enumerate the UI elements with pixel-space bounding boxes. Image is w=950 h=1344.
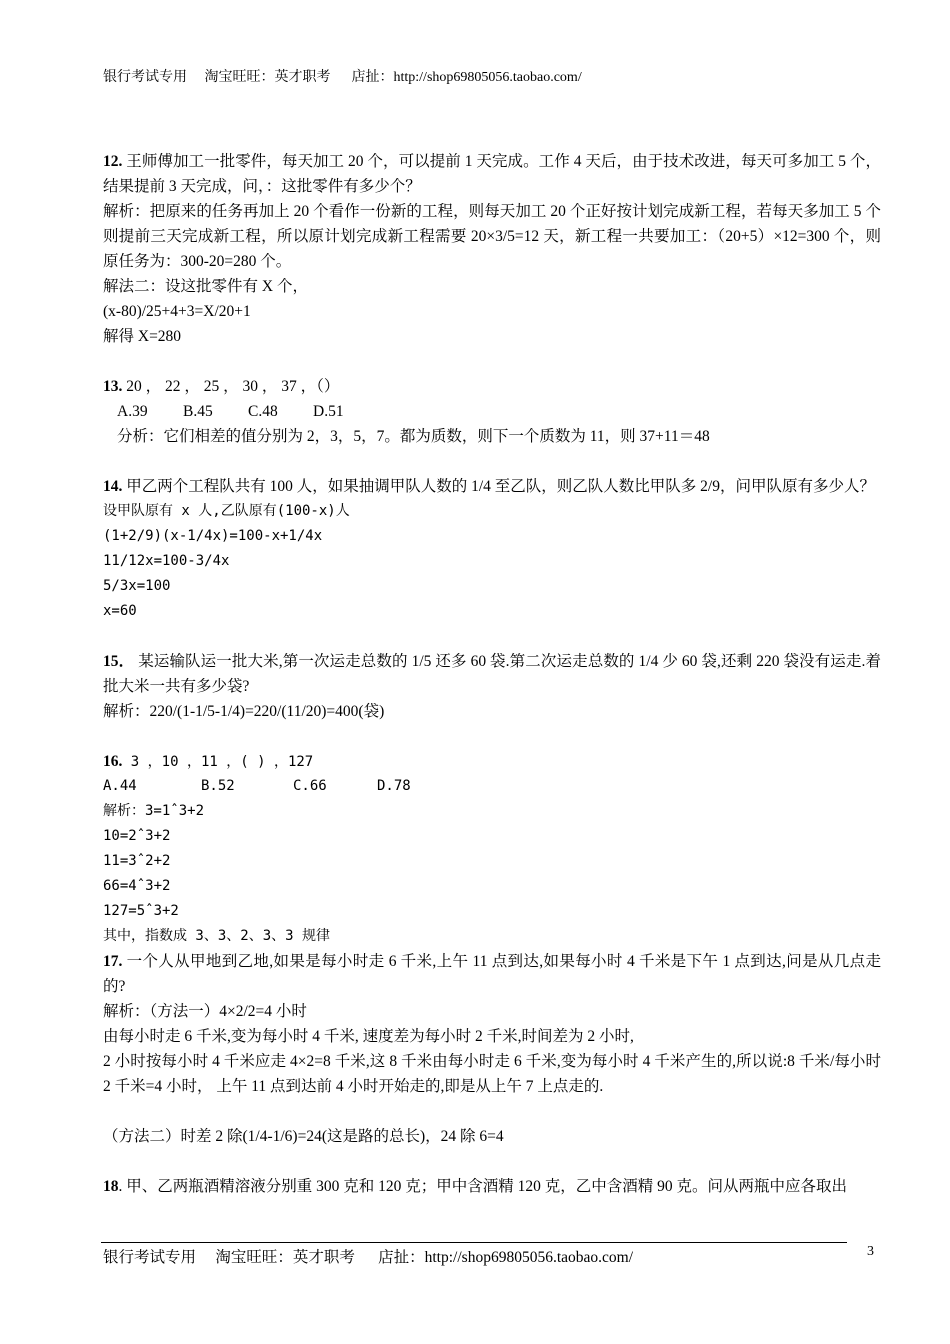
question-text: . 甲、乙两瓶酒精溶液分别重 300 克和 120 克；甲中含酒精 120 克，乙中含酒精 90 克。问从两瓶中应各取出 <box>118 1178 848 1195</box>
q16-line: 66=4ˆ3+2 <box>103 878 171 894</box>
question-number: 15． <box>103 653 135 670</box>
option-b: B.52 <box>201 778 235 794</box>
q14-line: 5/3x=100 <box>103 578 171 594</box>
q17-analysis: 解析：（方法一）4×2/2=4 小时 <box>103 1003 307 1020</box>
q16-line: 解析：3=1ˆ3+2 <box>103 803 205 819</box>
question-number: 17. <box>103 953 123 970</box>
q13-options <box>103 399 881 424</box>
q14-line: 设甲队原有 x 人,乙队原有(100-x)人 <box>103 503 350 519</box>
question-text: 王师傅加工一批零件，每天加工 20 个，可以提前 1 天完成。工作 4 天后，由于技术改进，每天可多加工 5 个，结果提前 3 天完成，问，：这批零件有多少个？ <box>103 153 881 195</box>
q16-line: 127=5ˆ3+2 <box>103 903 179 919</box>
option-d: D.78 <box>377 778 411 794</box>
question-15 <box>103 649 881 699</box>
option-d: D.51 <box>313 403 344 420</box>
q14-line: (1+2/9)(x-1/4x)=100-x+1/4x <box>103 528 323 544</box>
q16-line: 11=3ˆ2+2 <box>103 853 171 869</box>
q12-equation: (x-80)/25+4+3=X/20+1 <box>103 303 251 320</box>
question-13 <box>103 374 881 399</box>
q16-line: 10=2ˆ3+2 <box>103 828 171 844</box>
question-number: 13. <box>103 378 123 395</box>
q16-options <box>103 774 881 799</box>
footer-divider <box>101 1242 847 1243</box>
question-text: 20 ， 22 ， 25 ， 30 ， 37 ，（） <box>122 378 340 395</box>
q15-analysis: 解析：220/(1-1/5-1/4)=220/(11/20)=400(袋) <box>103 703 385 720</box>
question-text: 甲乙两个工程队共有 100 人，如果抽调甲队人数的 1/4 至乙队，则乙队人数比甲队多 2/9，问甲队原有多少人？ <box>122 478 875 495</box>
q16-line: 其中，指数成 3、3、2、3、3 规律 <box>103 928 331 944</box>
document-body <box>103 149 881 1199</box>
question-16 <box>103 749 881 774</box>
question-text: 某运输队运一批大米,第一次运走总数的 1/5 还多 60 袋.第二次运走总数的 1/4 少 60 袋,还剩 220 袋没有运走.着批大米一共有多少袋? <box>103 653 881 695</box>
q12-analysis: 解析：把原来的任务再加上 20 个看作一份新的工程，则每天加工 20 个正好按计划完成新工程，若每天多加工 5 个则提前三天完成新工程，所以原计划完成新工程需要 20×3/5=12 天，新工程一共要加工：（20+5）×12=300 个，则原任务为：300-20=280 个。 <box>103 203 881 270</box>
q12-result: 解得 X=280 <box>103 328 182 345</box>
question-number: 18 <box>103 1178 119 1195</box>
q12-method2: 解法二：设这批零件有 X 个， <box>103 278 308 295</box>
page-footer: 银行考试专用 淘宝旺旺：英才职考 店扯：http://shop69805056.taobao.com/ <box>103 1249 633 1266</box>
option-b: B.45 <box>183 403 213 420</box>
q17-line2: 由每小时走 6 千米,变为每小时 4 千米, 速度差为每小时 2 千米,时间差为 2 小时, <box>103 1028 634 1045</box>
q17-method2: （方法二）时差 2 除(1/4-1/6)=24(这是路的总长)，24 除 6=4 <box>103 1128 504 1145</box>
question-12 <box>103 149 881 199</box>
page-header: 银行考试专用 淘宝旺旺：英才职考 店扯：http://shop69805056.taobao.com/ <box>103 70 582 85</box>
question-17 <box>103 949 881 999</box>
page-number: 3 <box>867 1244 874 1259</box>
question-14 <box>103 474 881 499</box>
question-18 <box>103 1174 881 1199</box>
option-c: C.66 <box>293 778 327 794</box>
option-a: A.39 <box>117 403 148 420</box>
q14-line: 11/12x=100-3/4x <box>103 553 230 569</box>
q13-analysis: 分析：它们相差的值分别为 2，3，5，7。都为质数，则下一个质数为 11，则 37+11＝48 <box>117 428 710 445</box>
option-c: C.48 <box>248 403 278 420</box>
question-number: 12. <box>103 153 123 170</box>
question-number: 16. <box>103 753 123 770</box>
q17-line3: 2 小时按每小时 4 千米应走 4×2=8 千米,这 8 千米由每小时走 6 千米,变为每小时 4 千米产生的,所以说:8 千米/每小时 2 千米=4 小时， 上午 11 点到达前 4 小时开始走的,即是从上午 7 上点走的. <box>103 1053 881 1095</box>
option-a: A.44 <box>103 778 137 794</box>
question-text: 一个人从甲地到乙地,如果是每小时走 6 千米,上午 11 点到达,如果每小时 4 千米是下午 1 点到达,问是从几点走的? <box>103 953 881 995</box>
q14-line: x=60 <box>103 603 137 619</box>
question-text: 3 ，10 ，11 ，( ) ，127 <box>122 754 314 770</box>
question-number: 14. <box>103 478 123 495</box>
